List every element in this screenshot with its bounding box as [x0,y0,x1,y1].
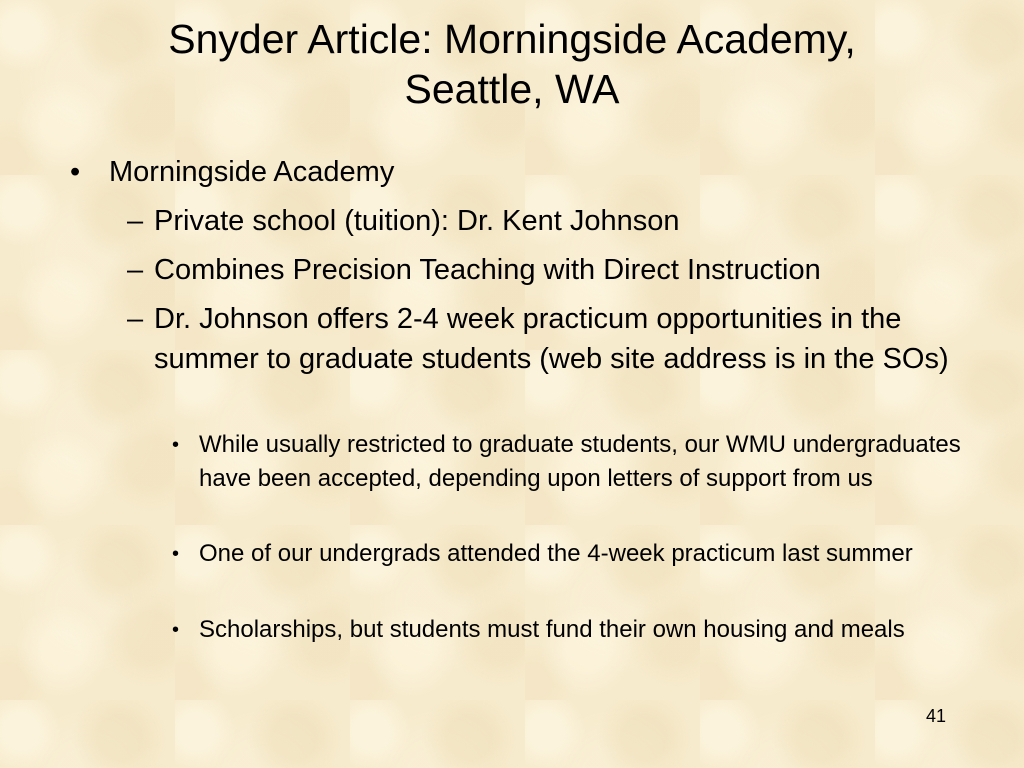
sub-sub-bullet-undergrad-attended [172,537,972,571]
bullet-text: Morningside Academy [109,156,395,188]
sub-bullet-combines-teaching [127,250,987,290]
sub-sub-bullet-undergrads-accepted [172,428,972,496]
slide-title [60,14,964,114]
sub-sub-bullet-text: One of our undergrads attended the 4-week practicum last summer [199,540,913,567]
sub-bullet-text: Private school (tuition): Dr. Kent Johnson [154,205,680,237]
sub-bullet-private-school [127,201,987,241]
slide-title-line-2: Seattle, WA [404,66,620,112]
slide-title-line-1: Snyder Article: Morningside Academy, [168,16,856,62]
dash-bullet-icon: – [127,254,144,286]
bullet-morningside-academy [70,152,950,192]
small-dot-bullet-icon: • [172,543,180,565]
bullet-dot-icon: • [70,156,81,188]
dash-bullet-icon: – [127,205,144,237]
dash-bullet-icon: – [127,303,144,335]
sub-sub-bullet-scholarships [172,613,972,647]
small-dot-bullet-icon: • [172,434,180,456]
small-dot-bullet-icon: • [172,619,180,641]
sub-bullet-text: Dr. Johnson offers 2-4 week practicum opportunities in the summer to graduate students (web site address is in the SOs) [154,303,949,375]
sub-bullet-text: Combines Precision Teaching with Direct Instruction [154,254,821,286]
sub-sub-bullet-text: While usually restricted to graduate students, our WMU undergraduates have been accepted, depending upon letters of support from us [199,431,961,492]
sub-bullet-practicum [127,299,987,379]
slide-page-number: 41 [925,706,946,726]
sub-sub-bullet-text: Scholarships, but students must fund their own housing and meals [199,616,905,643]
